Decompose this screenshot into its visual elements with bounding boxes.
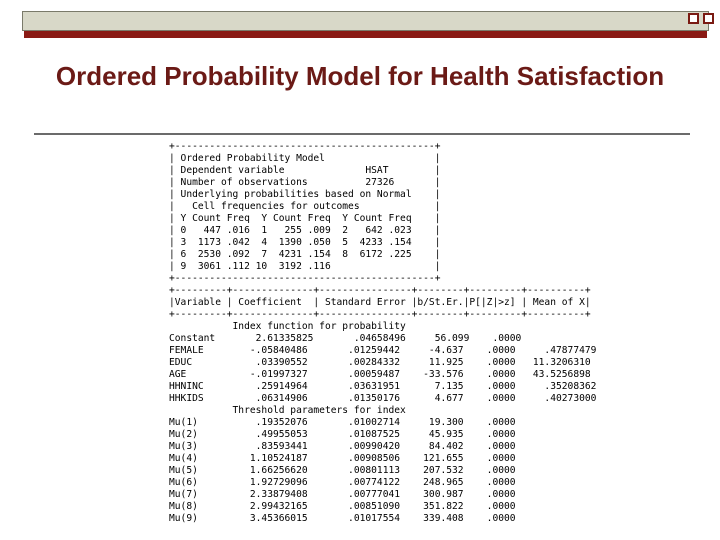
table-row: Mu(5) 1.66256620 .00801113 207.532 .0000: [169, 465, 516, 476]
table-row: Mu(7) 2.33879408 .00777041 300.987 .0000: [169, 489, 516, 500]
top-decor-stripe: [24, 31, 707, 38]
header-line: | Number of observations 27326 |: [169, 177, 441, 188]
table-row: HHNINC .25914964 .03631951 7.135 .0000 .35208362: [169, 381, 597, 392]
table-header-line: |Variable | Coefficient | Standard Error |b/St.Er.|P[|Z|>z] | Mean of X|: [169, 297, 591, 308]
title-divider: [34, 133, 690, 135]
header-line: | Ordered Probability Model |: [169, 153, 441, 164]
table-header-line: +---------+--------------+----------------+--------+---------+----------+: [169, 285, 591, 296]
regression-output: [169, 141, 596, 525]
header-line: | Y Count Freq Y Count Freq Y Count Freq |: [169, 213, 441, 224]
table-row: Mu(3) .83593441 .00990420 84.402 .0000: [169, 441, 516, 452]
table-header-line: +---------+--------------+----------------+--------+---------+----------+: [169, 309, 591, 320]
table-row: Mu(6) 1.92729096 .00774122 248.965 .0000: [169, 477, 516, 488]
header-line: | 9 3061 .112 10 3192 .116 |: [169, 261, 441, 272]
table-row: Mu(4) 1.10524187 .00908506 121.655 .0000: [169, 453, 516, 464]
header-line: +---------------------------------------------+: [169, 141, 441, 152]
section-title: Index function for probability: [169, 321, 406, 332]
section-title: Threshold parameters for index: [169, 405, 406, 416]
top-decor-bar: [22, 11, 709, 31]
table-row: AGE -.01997327 .00059487 -33.576 .0000 43.5256898: [169, 369, 591, 380]
header-line: | 3 1173 .042 4 1390 .050 5 4233 .154 |: [169, 237, 441, 248]
table-row: Constant 2.61335825 .04658496 56.099 .0000: [169, 333, 522, 344]
header-line: | 0 447 .016 1 255 .009 2 642 .023 |: [169, 225, 441, 236]
table-row: Mu(9) 3.45366015 .01017554 339.408 .0000: [169, 513, 516, 524]
header-line: | 6 2530 .092 7 4231 .154 8 6172 .225 |: [169, 249, 441, 260]
table-row: Mu(2) .49955053 .01087525 45.935 .0000: [169, 429, 516, 440]
table-row: HHKIDS .06314906 .01350176 4.677 .0000 .40273000: [169, 393, 597, 404]
table-row: Mu(1) .19352076 .01002714 19.300 .0000: [169, 417, 516, 428]
decor-square-icon: [688, 13, 699, 24]
header-line: | Cell frequencies for outcomes |: [169, 201, 441, 212]
header-line: +---------------------------------------------+: [169, 273, 441, 284]
table-row: Mu(8) 2.99432165 .00851090 351.822 .0000: [169, 501, 516, 512]
table-row: FEMALE -.05840486 .01259442 -4.637 .0000 .47877479: [169, 345, 597, 356]
slide-title: Ordered Probability Model for Health Satisfaction: [55, 61, 665, 91]
header-line: | Underlying probabilities based on Normal |: [169, 189, 441, 200]
table-row: EDUC .03390552 .00284332 11.925 .0000 11.3206310: [169, 357, 591, 368]
header-line: | Dependent variable HSAT |: [169, 165, 441, 176]
decor-square-icon: [703, 13, 714, 24]
